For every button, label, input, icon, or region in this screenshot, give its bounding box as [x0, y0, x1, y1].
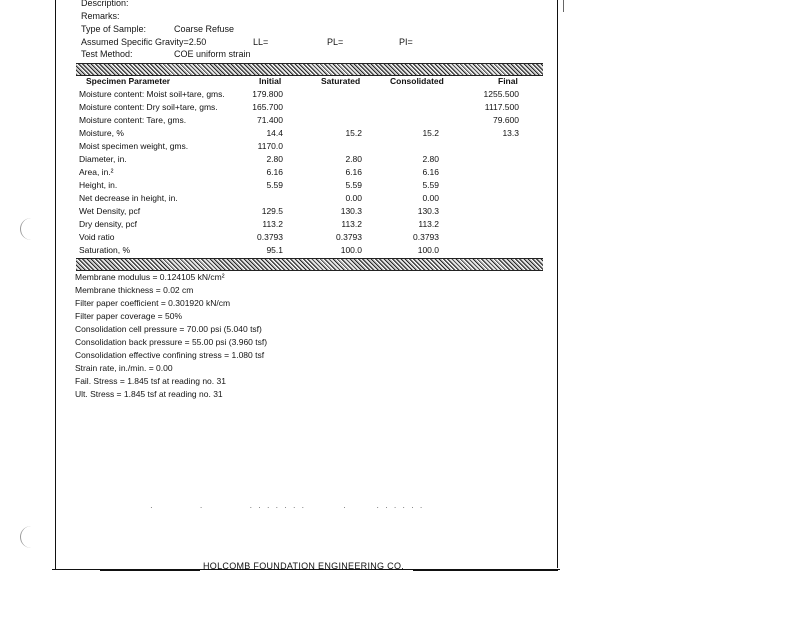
- initial-cell: 1170.0: [257, 141, 283, 151]
- initial-cell: 129.5: [261, 206, 283, 216]
- saturated-cell: 15.2: [345, 128, 362, 138]
- saturated-cell: 0.00: [345, 193, 362, 203]
- sample-type-label: Type of Sample:: [81, 24, 147, 34]
- note-line: Strain rate, in./min. = 0.00: [75, 363, 173, 373]
- initial-cell: 5.59: [266, 180, 283, 190]
- initial-cell: 165.700: [252, 102, 283, 112]
- note-line: Membrane modulus = 0.124105 kN/cm²: [75, 272, 225, 282]
- company-footer: HOLCOMB FOUNDATION ENGINEERING CO.: [203, 561, 405, 571]
- saturated-cell: 113.2: [341, 219, 362, 229]
- final-cell: 1255.500: [483, 89, 519, 99]
- initial-cell: 179.800: [252, 89, 283, 99]
- note-line: Consolidation effective confining stress = 1.080 tsf: [75, 350, 265, 360]
- note-line: Fail. Stress = 1.845 tsf at reading no. 31: [75, 376, 226, 386]
- consolidated-cell: 2.80: [422, 154, 439, 164]
- column-header-parameter: Specimen Parameter: [86, 76, 171, 86]
- pl-label: PL=: [327, 37, 344, 47]
- consolidated-cell: 0.00: [422, 193, 439, 203]
- consolidated-cell: 6.16: [422, 167, 439, 177]
- shaded-band-top: [76, 63, 543, 76]
- consolidated-cell: 15.2: [422, 128, 439, 138]
- column-header-final: Final: [498, 76, 518, 86]
- row-label: Moist specimen weight, gms.: [79, 141, 189, 151]
- saturated-cell: 130.3: [340, 206, 362, 216]
- consolidated-cell: 130.3: [417, 206, 439, 216]
- right-border: [557, 0, 558, 568]
- table-row: [0, 180, 800, 193]
- table-row: [0, 167, 800, 180]
- table-row: [0, 89, 800, 102]
- column-header-consolidated: Consolidated: [390, 76, 444, 86]
- row-label: Moisture content: Dry soil+tare, gms.: [79, 102, 218, 112]
- note-line: Ult. Stress = 1.845 tsf at reading no. 31: [75, 389, 223, 399]
- column-header-saturated: Saturated: [321, 76, 361, 86]
- note-line: Consolidation cell pressure = 70.00 psi (5.040 tsf): [75, 324, 262, 334]
- table-row: [0, 154, 800, 167]
- row-label: Saturation, %: [79, 245, 131, 255]
- saturated-cell: 2.80: [345, 154, 362, 164]
- table-row: [0, 128, 800, 141]
- table-row: [0, 219, 800, 232]
- method-label: Test Method:: [81, 49, 133, 59]
- column-header-initial: Initial: [259, 76, 282, 86]
- scan-artifact-dots: · · ······· · ······: [150, 503, 429, 512]
- remarks-label: Remarks:: [81, 11, 120, 21]
- left-border: [55, 0, 56, 570]
- initial-cell: 6.16: [266, 167, 283, 177]
- row-label: Area, in.²: [79, 167, 114, 177]
- table-row: [0, 102, 800, 115]
- consolidated-cell: 113.2: [418, 219, 439, 229]
- consolidated-cell: 100.0: [417, 245, 439, 255]
- row-label: Wet Density, pcf: [79, 206, 141, 216]
- table-row: [0, 206, 800, 219]
- row-label: Moisture, %: [79, 128, 124, 138]
- initial-cell: 113.2: [262, 219, 283, 229]
- initial-cell: 71.400: [257, 115, 283, 125]
- shaded-band-bottom: [76, 258, 543, 271]
- footer-rule-right: [413, 569, 558, 571]
- row-label: Net decrease in height, in.: [79, 193, 178, 203]
- row-label: Moisture content: Moist soil+tare, gms.: [79, 89, 225, 99]
- note-line: Membrane thickness = 0.02 cm: [75, 285, 194, 295]
- consolidated-cell: 0.3793: [413, 232, 439, 242]
- row-label: Diameter, in.: [79, 154, 127, 164]
- row-label: Moisture content: Tare, gms.: [79, 115, 187, 125]
- footer-rule-left: [100, 569, 200, 571]
- right-border-inner: [563, 0, 564, 12]
- punch-hole-bottom: [20, 526, 33, 548]
- pi-label: PI=: [399, 37, 413, 47]
- description-label: Description:: [81, 0, 129, 8]
- initial-cell: 95.1: [266, 245, 283, 255]
- saturated-cell: 0.3793: [336, 232, 362, 242]
- ll-label: LL=: [253, 37, 269, 47]
- sample-type-value: Coarse Refuse: [174, 24, 235, 34]
- gravity-label: Assumed Specific Gravity=2.50: [81, 37, 207, 47]
- method-value: COE uniform strain: [174, 49, 251, 59]
- final-cell: 13.3: [502, 128, 519, 138]
- note-line: Consolidation back pressure = 55.00 psi (3.960 tsf): [75, 337, 268, 347]
- row-label: Height, in.: [79, 180, 118, 190]
- initial-cell: 2.80: [266, 154, 283, 164]
- note-line: Filter paper coefficient = 0.301920 kN/cm: [75, 298, 231, 308]
- table-row: [0, 232, 800, 245]
- table-row: [0, 115, 800, 128]
- initial-cell: 14.4: [266, 128, 283, 138]
- saturated-cell: 100.0: [340, 245, 362, 255]
- row-label: Dry density, pcf: [79, 219, 137, 229]
- row-label: Void ratio: [79, 232, 115, 242]
- table-row: [0, 193, 800, 206]
- note-line: Filter paper coverage = 50%: [75, 311, 183, 321]
- final-cell: 1117.500: [484, 102, 519, 112]
- initial-cell: 0.3793: [257, 232, 283, 242]
- final-cell: 79.600: [493, 115, 519, 125]
- table-row: [0, 141, 800, 154]
- consolidated-cell: 5.59: [422, 180, 439, 190]
- saturated-cell: 6.16: [345, 167, 362, 177]
- saturated-cell: 5.59: [345, 180, 362, 190]
- table-row: [0, 245, 800, 258]
